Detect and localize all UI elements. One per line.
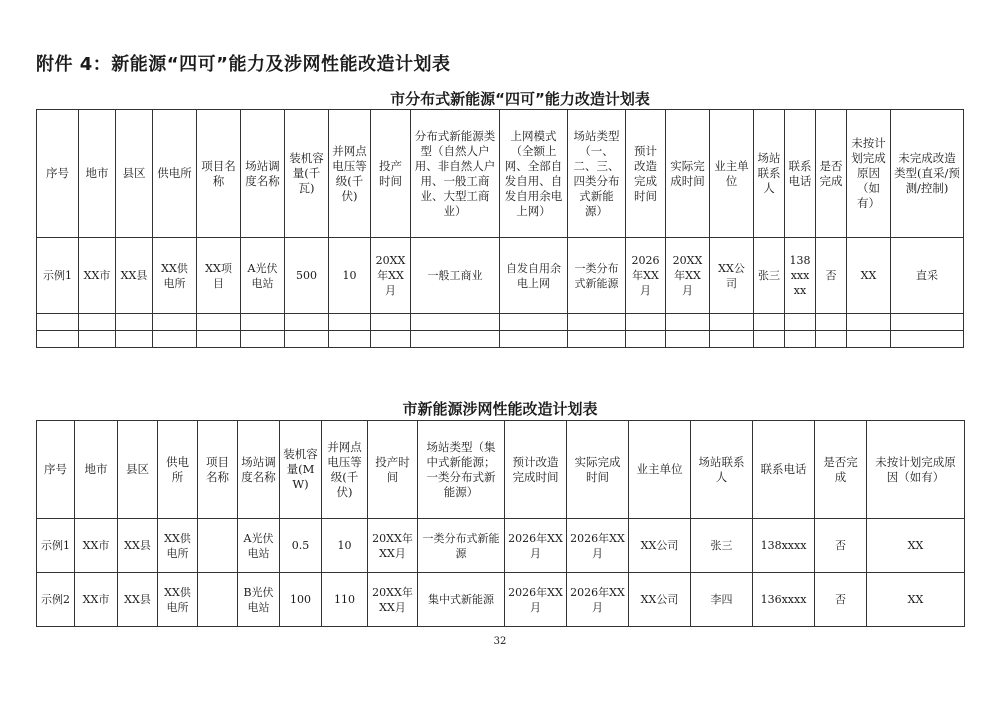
table-cell: 一类分布式新能源: [418, 519, 505, 573]
table-cell: XX县: [116, 238, 153, 314]
table-cell: 示例2: [37, 573, 75, 627]
column-header: 场站联系人: [754, 110, 785, 238]
column-header: 供电所: [153, 110, 197, 238]
column-header: 供电所: [158, 421, 198, 519]
table-cell: XX供电所: [153, 238, 197, 314]
column-header: 序号: [37, 110, 79, 238]
column-header: 并网点电压等级(千伏): [322, 421, 368, 519]
column-header: 联系电话: [785, 110, 816, 238]
table-cell: XX公司: [710, 238, 754, 314]
table-cell: XX供电所: [158, 519, 198, 573]
column-header: 未完成改造类型(直采/预测/控制): [891, 110, 964, 238]
column-header: 序号: [37, 421, 75, 519]
column-header: 业主单位: [629, 421, 691, 519]
table-row: [37, 519, 965, 573]
table-header-row: [37, 110, 964, 238]
table-cell: 0.5: [280, 519, 322, 573]
column-header: 县区: [118, 421, 158, 519]
table-cell: 示例1: [37, 238, 79, 314]
table-cell: 张三: [754, 238, 785, 314]
column-header: 实际完成时间: [567, 421, 629, 519]
column-header: 地市: [79, 110, 116, 238]
table-cell: [198, 573, 238, 627]
column-header: 场站类型（一、二、三、四类分布式新能源）: [568, 110, 626, 238]
table-header-row: [37, 421, 965, 519]
table-cell: XX供电所: [158, 573, 198, 627]
table-cell: 2026年XX月: [505, 573, 567, 627]
table-cell: 100: [280, 573, 322, 627]
page-number: 32: [493, 636, 507, 647]
column-header: 预计改造完成时间: [626, 110, 666, 238]
table-cell: 自发自用余电上网: [500, 238, 568, 314]
table-cell: [198, 519, 238, 573]
table-cell: XX县: [118, 573, 158, 627]
table1-caption: 市分布式新能源“四可”能力改造计划表: [390, 90, 650, 108]
table-cell: A光伏电站: [241, 238, 285, 314]
column-header: 业主单位: [710, 110, 754, 238]
table-cell: 136xxxx: [753, 573, 815, 627]
table-cell: 2026年XX月: [505, 519, 567, 573]
table-row: [37, 573, 965, 627]
table-cell: 李四: [691, 573, 753, 627]
column-header: 未按计划完成原因（如有）: [867, 421, 965, 519]
table-cell: XX项目: [197, 238, 241, 314]
table-cell: A光伏电站: [238, 519, 280, 573]
empty-row: [37, 331, 964, 348]
table-cell: 否: [816, 238, 847, 314]
table-cell: 20XX年XX月: [368, 573, 418, 627]
table-cell: 示例1: [37, 519, 75, 573]
table-cell: 直采: [891, 238, 964, 314]
column-header: 场站调度名称: [238, 421, 280, 519]
table-cell: XX公司: [629, 519, 691, 573]
column-header: 装机容量(千瓦): [285, 110, 329, 238]
table-cell: XX市: [75, 519, 118, 573]
column-header: 分布式新能源类型（自然人户用、非自然人户用、一般工商业、大型工商业）: [411, 110, 500, 238]
table-cell: 138xxxx: [753, 519, 815, 573]
column-header: 投产时间: [371, 110, 411, 238]
column-header: 县区: [116, 110, 153, 238]
table-cell: XX: [867, 573, 965, 627]
grid-performance-plan-table: [36, 420, 965, 627]
table-cell: 2026年XX月: [567, 573, 629, 627]
table-cell: 2026年XX月: [626, 238, 666, 314]
column-header: 项目名称: [197, 110, 241, 238]
table-cell: XX县: [118, 519, 158, 573]
table-row: [37, 238, 964, 314]
table-cell: 10: [322, 519, 368, 573]
column-header: 实际完成时间: [666, 110, 710, 238]
table-cell: 否: [815, 573, 867, 627]
distributed-energy-plan-table: [36, 109, 964, 348]
column-header: 场站类型（集中式新能源；一类分布式新能源）: [418, 421, 505, 519]
column-header: 场站调度名称: [241, 110, 285, 238]
table2-caption: 市新能源涉网性能改造计划表: [402, 400, 598, 418]
column-header: 上网模式（全额上网、全部自发自用、自发自用余电上网）: [500, 110, 568, 238]
page-heading: 附件 4：新能源“四可”能力及涉网性能改造计划表: [36, 54, 451, 75]
table-cell: XX: [867, 519, 965, 573]
column-header: 项目名称: [198, 421, 238, 519]
column-header: 地市: [75, 421, 118, 519]
empty-row: [37, 314, 964, 331]
table-cell: 集中式新能源: [418, 573, 505, 627]
column-header: 是否完成: [816, 110, 847, 238]
table-cell: 张三: [691, 519, 753, 573]
table-cell: 一般工商业: [411, 238, 500, 314]
table-cell: 2026年XX月: [567, 519, 629, 573]
column-header: 投产时间: [368, 421, 418, 519]
table-cell: XX: [847, 238, 891, 314]
table-cell: XX公司: [629, 573, 691, 627]
column-header: 并网点电压等级(千伏): [329, 110, 371, 238]
column-header: 未按计划完成原因（如有）: [847, 110, 891, 238]
table-cell: 20XX年XX月: [666, 238, 710, 314]
table-cell: 10: [329, 238, 371, 314]
table-cell: XX市: [79, 238, 116, 314]
column-header: 联系电话: [753, 421, 815, 519]
table-cell: 一类分布式新能源: [568, 238, 626, 314]
column-header: 是否完成: [815, 421, 867, 519]
table-cell: XX市: [75, 573, 118, 627]
table-cell: 20XX年XX月: [368, 519, 418, 573]
table-cell: 500: [285, 238, 329, 314]
table-cell: 否: [815, 519, 867, 573]
table-cell: 110: [322, 573, 368, 627]
column-header: 装机容量(MW): [280, 421, 322, 519]
column-header: 场站联系人: [691, 421, 753, 519]
table-cell: 20XX年XX月: [371, 238, 411, 314]
column-header: 预计改造完成时间: [505, 421, 567, 519]
table-cell: B光伏电站: [238, 573, 280, 627]
table-cell: 138xxxxx: [785, 238, 816, 314]
